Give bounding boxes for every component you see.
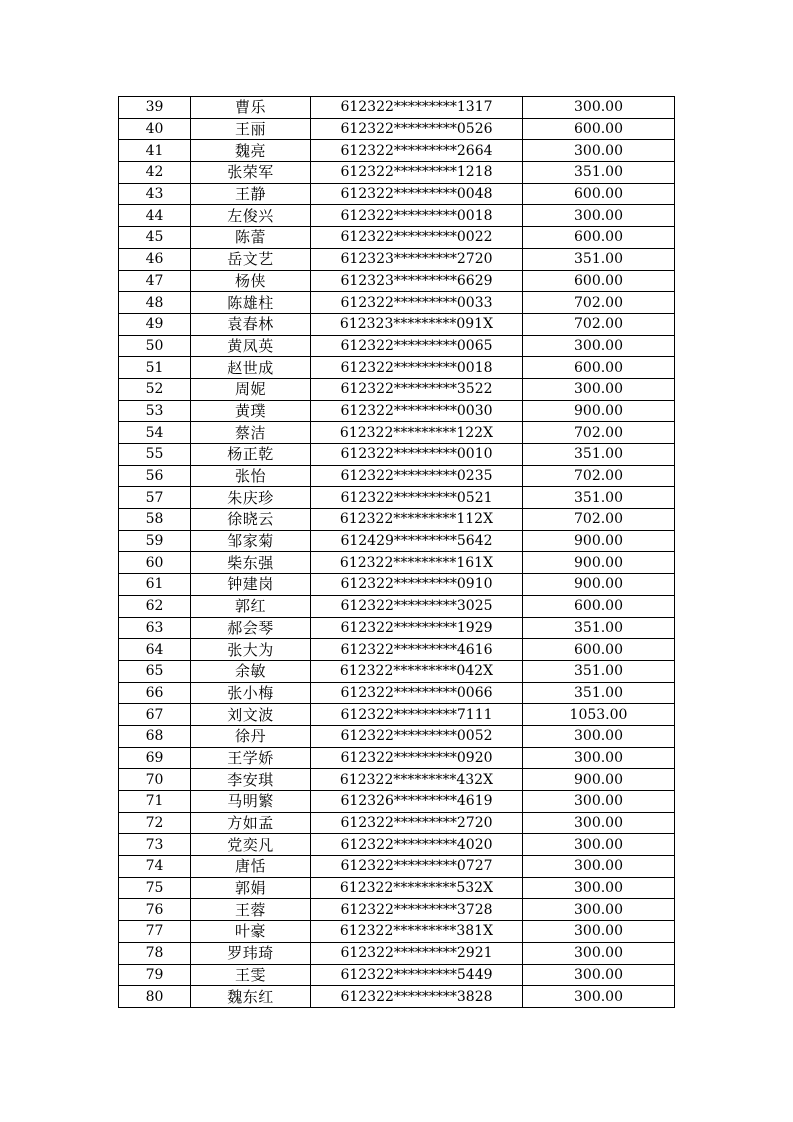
name-cell: 郝会琴 [191, 617, 311, 639]
amount-cell: 351.00 [523, 248, 675, 270]
amount-cell: 702.00 [523, 313, 675, 335]
table-row [119, 487, 675, 509]
id-number-cell: 612322*********0066 [311, 682, 523, 704]
id-number-cell: 612322*********0030 [311, 400, 523, 422]
table-row [119, 335, 675, 357]
amount-cell: 900.00 [523, 530, 675, 552]
row-number-cell: 40 [119, 118, 191, 140]
row-number-cell: 62 [119, 595, 191, 617]
id-number-cell: 612322*********0910 [311, 574, 523, 596]
table-row [119, 617, 675, 639]
name-cell: 朱庆珍 [191, 487, 311, 509]
row-number-cell: 39 [119, 97, 191, 119]
id-number-cell: 612322*********381X [311, 921, 523, 943]
row-number-cell: 66 [119, 682, 191, 704]
table-row [119, 162, 675, 184]
id-number-cell: 612323*********6629 [311, 270, 523, 292]
id-number-cell: 612322*********3828 [311, 986, 523, 1008]
table-row [119, 574, 675, 596]
id-number-cell: 612322*********3522 [311, 378, 523, 400]
table-row [119, 877, 675, 899]
amount-cell: 300.00 [523, 921, 675, 943]
subsidy-table [118, 96, 675, 1008]
id-number-cell: 612322*********161X [311, 552, 523, 574]
id-number-cell: 612322*********1218 [311, 162, 523, 184]
name-cell: 罗玮琦 [191, 942, 311, 964]
id-number-cell: 612322*********112X [311, 509, 523, 531]
row-number-cell: 50 [119, 335, 191, 357]
name-cell: 魏亮 [191, 140, 311, 162]
id-number-cell: 612322*********0727 [311, 856, 523, 878]
name-cell: 唐恬 [191, 856, 311, 878]
row-number-cell: 45 [119, 227, 191, 249]
table-row [119, 986, 675, 1008]
name-cell: 袁春林 [191, 313, 311, 335]
table-row [119, 834, 675, 856]
amount-cell: 600.00 [523, 357, 675, 379]
row-number-cell: 61 [119, 574, 191, 596]
amount-cell: 300.00 [523, 140, 675, 162]
id-number-cell: 612322*********532X [311, 877, 523, 899]
row-number-cell: 59 [119, 530, 191, 552]
row-number-cell: 75 [119, 877, 191, 899]
row-number-cell: 48 [119, 292, 191, 314]
amount-cell: 300.00 [523, 97, 675, 119]
name-cell: 余敏 [191, 660, 311, 682]
row-number-cell: 60 [119, 552, 191, 574]
table-row [119, 530, 675, 552]
row-number-cell: 74 [119, 856, 191, 878]
name-cell: 张大为 [191, 639, 311, 661]
name-cell: 李安琪 [191, 769, 311, 791]
table-row [119, 812, 675, 834]
row-number-cell: 46 [119, 248, 191, 270]
table-row [119, 140, 675, 162]
amount-cell: 300.00 [523, 812, 675, 834]
row-number-cell: 67 [119, 704, 191, 726]
id-number-cell: 612322*********042X [311, 660, 523, 682]
table-row [119, 552, 675, 574]
row-number-cell: 77 [119, 921, 191, 943]
table-row [119, 921, 675, 943]
amount-cell: 702.00 [523, 422, 675, 444]
row-number-cell: 76 [119, 899, 191, 921]
row-number-cell: 65 [119, 660, 191, 682]
table-row [119, 769, 675, 791]
name-cell: 曹乐 [191, 97, 311, 119]
table-row [119, 97, 675, 119]
name-cell: 徐晓云 [191, 509, 311, 531]
id-number-cell: 612322*********122X [311, 422, 523, 444]
name-cell: 叶豪 [191, 921, 311, 943]
table-row [119, 704, 675, 726]
id-number-cell: 612322*********1929 [311, 617, 523, 639]
table-row [119, 270, 675, 292]
row-number-cell: 54 [119, 422, 191, 444]
name-cell: 杨正乾 [191, 444, 311, 466]
row-number-cell: 49 [119, 313, 191, 335]
name-cell: 钟建岗 [191, 574, 311, 596]
name-cell: 黄璞 [191, 400, 311, 422]
table-row [119, 639, 675, 661]
row-number-cell: 57 [119, 487, 191, 509]
amount-cell: 600.00 [523, 270, 675, 292]
table-row [119, 964, 675, 986]
id-number-cell: 612322*********2921 [311, 942, 523, 964]
row-number-cell: 44 [119, 205, 191, 227]
table-row [119, 292, 675, 314]
amount-cell: 300.00 [523, 856, 675, 878]
id-number-cell: 612429*********5642 [311, 530, 523, 552]
name-cell: 郭红 [191, 595, 311, 617]
row-number-cell: 72 [119, 812, 191, 834]
name-cell: 马明繁 [191, 791, 311, 813]
id-number-cell: 612322*********1317 [311, 97, 523, 119]
amount-cell: 351.00 [523, 660, 675, 682]
row-number-cell: 78 [119, 942, 191, 964]
id-number-cell: 612322*********0018 [311, 357, 523, 379]
id-number-cell: 612326*********4619 [311, 791, 523, 813]
id-number-cell: 612323*********2720 [311, 248, 523, 270]
amount-cell: 600.00 [523, 118, 675, 140]
table-row [119, 791, 675, 813]
row-number-cell: 70 [119, 769, 191, 791]
table-row [119, 747, 675, 769]
table-row [119, 942, 675, 964]
name-cell: 魏东红 [191, 986, 311, 1008]
id-number-cell: 612322*********0022 [311, 227, 523, 249]
amount-cell: 300.00 [523, 986, 675, 1008]
name-cell: 王雯 [191, 964, 311, 986]
name-cell: 黄凤英 [191, 335, 311, 357]
amount-cell: 702.00 [523, 509, 675, 531]
amount-cell: 300.00 [523, 834, 675, 856]
table-row [119, 509, 675, 531]
id-number-cell: 612322*********4616 [311, 639, 523, 661]
name-cell: 岳文艺 [191, 248, 311, 270]
amount-cell: 351.00 [523, 444, 675, 466]
amount-cell: 900.00 [523, 574, 675, 596]
name-cell: 王静 [191, 183, 311, 205]
id-number-cell: 612322*********2664 [311, 140, 523, 162]
table-row [119, 465, 675, 487]
id-number-cell: 612322*********0521 [311, 487, 523, 509]
amount-cell: 300.00 [523, 205, 675, 227]
name-cell: 王丽 [191, 118, 311, 140]
table-row [119, 183, 675, 205]
amount-cell: 300.00 [523, 378, 675, 400]
row-number-cell: 55 [119, 444, 191, 466]
row-number-cell: 43 [119, 183, 191, 205]
row-number-cell: 79 [119, 964, 191, 986]
id-number-cell: 612322*********0052 [311, 725, 523, 747]
table-row [119, 248, 675, 270]
row-number-cell: 42 [119, 162, 191, 184]
id-number-cell: 612322*********2720 [311, 812, 523, 834]
row-number-cell: 52 [119, 378, 191, 400]
id-number-cell: 612322*********0526 [311, 118, 523, 140]
name-cell: 党奕凡 [191, 834, 311, 856]
table-row [119, 357, 675, 379]
amount-cell: 351.00 [523, 682, 675, 704]
name-cell: 王学娇 [191, 747, 311, 769]
table-row [119, 400, 675, 422]
name-cell: 左俊兴 [191, 205, 311, 227]
name-cell: 张怡 [191, 465, 311, 487]
name-cell: 方如孟 [191, 812, 311, 834]
id-number-cell: 612322*********0235 [311, 465, 523, 487]
table-row [119, 899, 675, 921]
table-row [119, 725, 675, 747]
amount-cell: 300.00 [523, 335, 675, 357]
table-row [119, 205, 675, 227]
id-number-cell: 612322*********3025 [311, 595, 523, 617]
id-number-cell: 612322*********3728 [311, 899, 523, 921]
table-row [119, 660, 675, 682]
name-cell: 郭娟 [191, 877, 311, 899]
table-row [119, 378, 675, 400]
table-row [119, 595, 675, 617]
id-number-cell: 612322*********7111 [311, 704, 523, 726]
amount-cell: 600.00 [523, 639, 675, 661]
row-number-cell: 64 [119, 639, 191, 661]
row-number-cell: 73 [119, 834, 191, 856]
amount-cell: 702.00 [523, 292, 675, 314]
amount-cell: 600.00 [523, 183, 675, 205]
table-row [119, 313, 675, 335]
name-cell: 陈雄柱 [191, 292, 311, 314]
id-number-cell: 612323*********091X [311, 313, 523, 335]
row-number-cell: 53 [119, 400, 191, 422]
table-body [119, 97, 675, 1008]
table-row [119, 444, 675, 466]
table-row [119, 227, 675, 249]
amount-cell: 900.00 [523, 769, 675, 791]
table-row [119, 422, 675, 444]
amount-cell: 300.00 [523, 942, 675, 964]
amount-cell: 300.00 [523, 747, 675, 769]
amount-cell: 351.00 [523, 162, 675, 184]
amount-cell: 300.00 [523, 899, 675, 921]
id-number-cell: 612322*********5449 [311, 964, 523, 986]
amount-cell: 600.00 [523, 595, 675, 617]
amount-cell: 351.00 [523, 487, 675, 509]
amount-cell: 1053.00 [523, 704, 675, 726]
row-number-cell: 68 [119, 725, 191, 747]
id-number-cell: 612322*********0018 [311, 205, 523, 227]
name-cell: 柴东强 [191, 552, 311, 574]
name-cell: 王蓉 [191, 899, 311, 921]
row-number-cell: 71 [119, 791, 191, 813]
amount-cell: 300.00 [523, 964, 675, 986]
id-number-cell: 612322*********0048 [311, 183, 523, 205]
amount-cell: 900.00 [523, 552, 675, 574]
table-row [119, 856, 675, 878]
name-cell: 蔡洁 [191, 422, 311, 444]
id-number-cell: 612322*********0010 [311, 444, 523, 466]
name-cell: 张荣军 [191, 162, 311, 184]
row-number-cell: 58 [119, 509, 191, 531]
row-number-cell: 51 [119, 357, 191, 379]
id-number-cell: 612322*********4020 [311, 834, 523, 856]
row-number-cell: 47 [119, 270, 191, 292]
name-cell: 赵世成 [191, 357, 311, 379]
table-row [119, 118, 675, 140]
name-cell: 徐丹 [191, 725, 311, 747]
name-cell: 陈蕾 [191, 227, 311, 249]
row-number-cell: 41 [119, 140, 191, 162]
amount-cell: 300.00 [523, 725, 675, 747]
name-cell: 周妮 [191, 378, 311, 400]
row-number-cell: 56 [119, 465, 191, 487]
name-cell: 刘文波 [191, 704, 311, 726]
id-number-cell: 612322*********432X [311, 769, 523, 791]
amount-cell: 300.00 [523, 791, 675, 813]
row-number-cell: 80 [119, 986, 191, 1008]
amount-cell: 702.00 [523, 465, 675, 487]
table-row [119, 682, 675, 704]
amount-cell: 600.00 [523, 227, 675, 249]
amount-cell: 900.00 [523, 400, 675, 422]
amount-cell: 300.00 [523, 877, 675, 899]
name-cell: 杨侠 [191, 270, 311, 292]
id-number-cell: 612322*********0920 [311, 747, 523, 769]
name-cell: 邹家菊 [191, 530, 311, 552]
row-number-cell: 63 [119, 617, 191, 639]
row-number-cell: 69 [119, 747, 191, 769]
id-number-cell: 612322*********0033 [311, 292, 523, 314]
name-cell: 张小梅 [191, 682, 311, 704]
amount-cell: 351.00 [523, 617, 675, 639]
id-number-cell: 612322*********0065 [311, 335, 523, 357]
